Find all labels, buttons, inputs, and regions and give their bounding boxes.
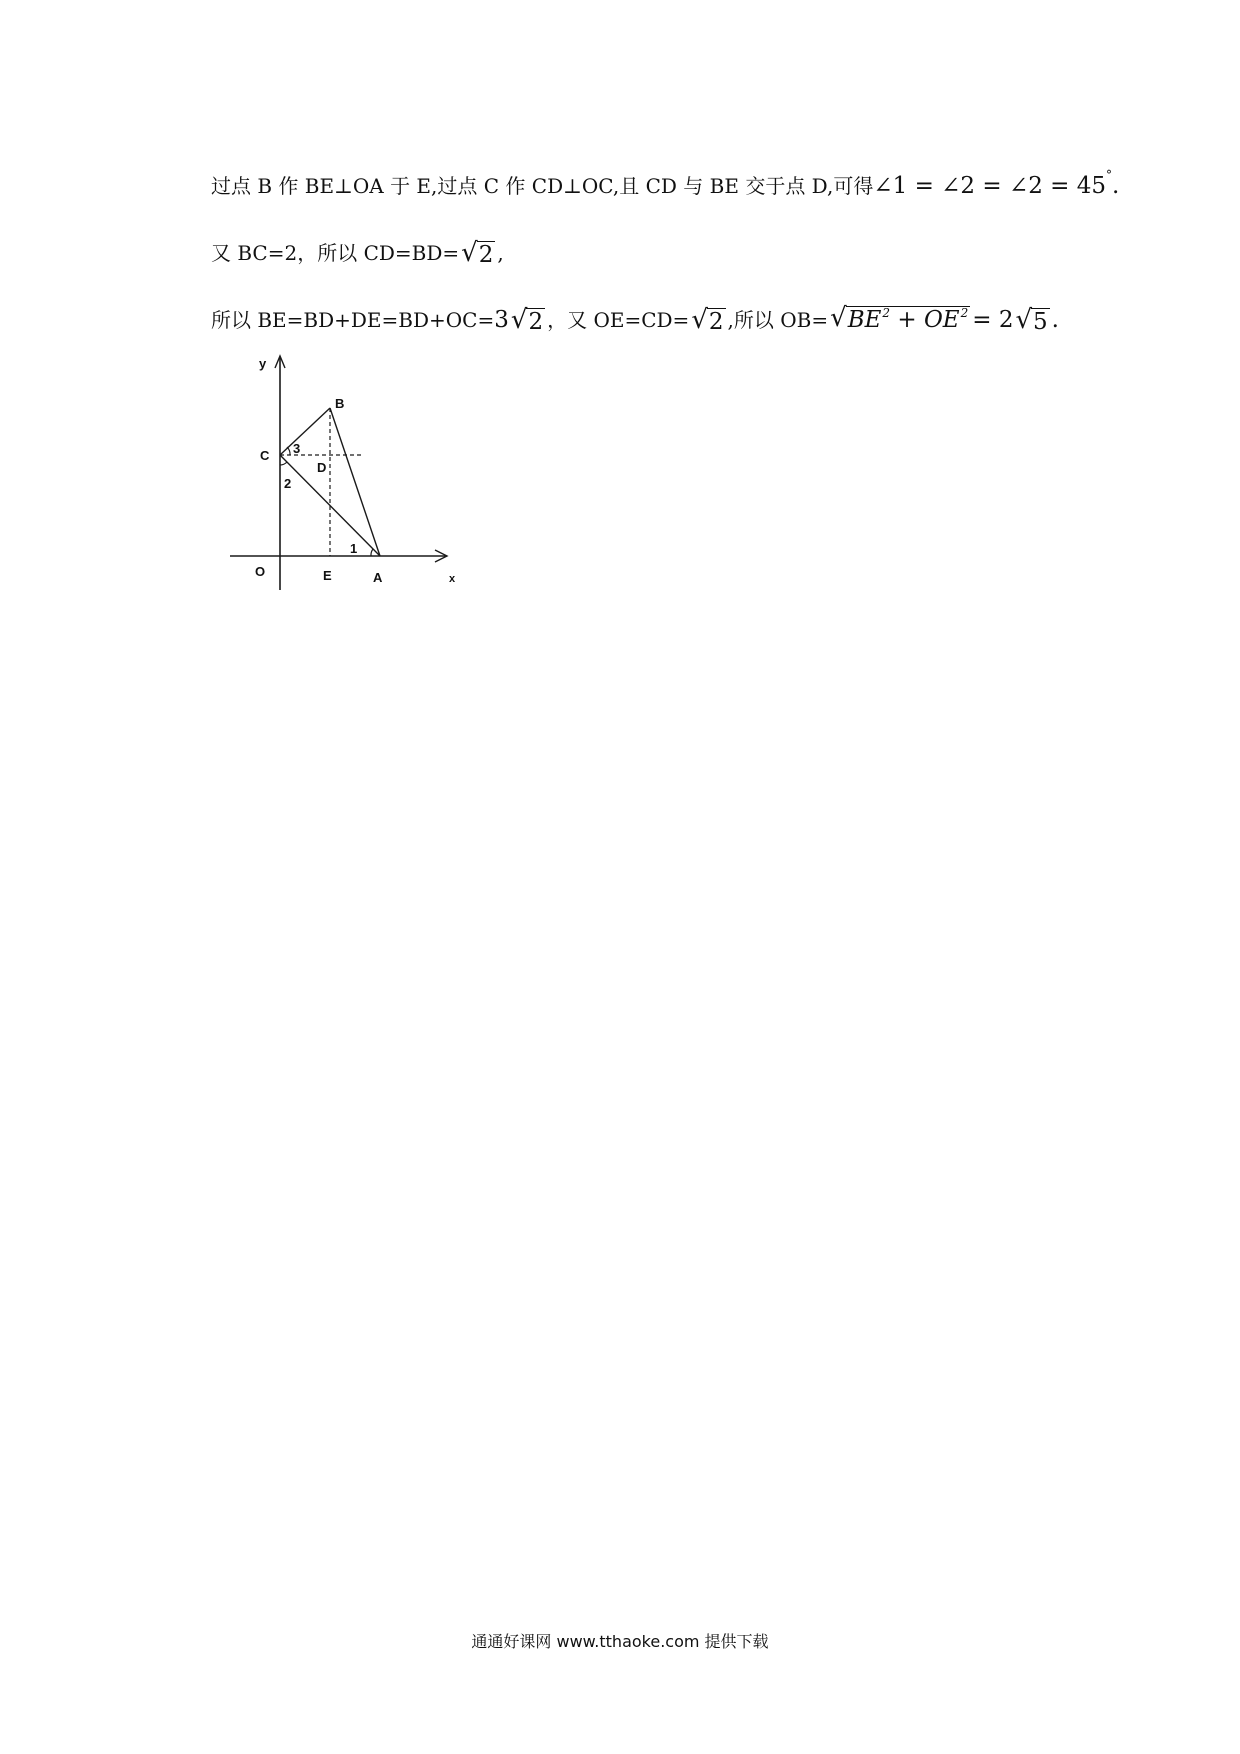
radical-sign: √ [830, 303, 847, 333]
degree-symbol: ° [1106, 168, 1113, 182]
radical-sign: √ [510, 304, 528, 335]
label-y: y [259, 356, 267, 371]
solution-line-1 [211, 170, 1119, 202]
radical-sign: √ [1015, 304, 1033, 335]
line3-text-c: ,所以 OB= [727, 308, 829, 332]
line3-text-b: ，又 OE=CD= [547, 308, 690, 332]
sqrt-2-expression [461, 239, 495, 268]
label-x: x [449, 573, 456, 585]
segment-ba [330, 408, 380, 556]
solution-line-3 [211, 304, 1059, 336]
line3-text-a: 所以 BE=BD+DE=BD+OC= [211, 308, 495, 332]
label-angle-2: 2 [284, 476, 292, 491]
label-e: E [323, 568, 332, 583]
oe-exponent: 2 [960, 306, 969, 320]
sqrt-5-expression [1015, 306, 1049, 335]
label-b: B [335, 396, 345, 411]
angle3-arc [287, 447, 290, 455]
label-a: A [373, 570, 383, 585]
radicand: 5 [1033, 308, 1048, 335]
label-o: O [255, 564, 266, 579]
radicand: 2 [708, 308, 724, 335]
label-d: D [317, 460, 327, 475]
line1-period: . [1112, 173, 1120, 199]
line3-period: . [1051, 307, 1059, 333]
label-c: C [260, 448, 270, 463]
sqrt-be-oe-expression [830, 304, 970, 336]
angle1-arc [371, 549, 373, 556]
angle2-arc [280, 462, 287, 465]
label-angle-3: 3 [293, 441, 301, 456]
be-exponent: 2 [882, 306, 891, 320]
line2-comma: , [497, 241, 504, 265]
equals-2: = 2 [972, 307, 1014, 333]
sqrt-2-expression-a [511, 306, 545, 335]
radical-sign: √ [691, 304, 708, 335]
radical-sign: √ [461, 237, 478, 268]
sqrt-2-expression-b [691, 306, 725, 335]
radicand: 2 [478, 241, 494, 268]
coordinate-diagram [225, 350, 475, 600]
radicand: 2 [528, 308, 544, 335]
oe-term: + OE [897, 307, 960, 333]
radicand [846, 306, 971, 336]
angle-equation: ∠1 = ∠2 = ∠2 = 45 [873, 173, 1107, 199]
line1-text: 过点 B 作 BE⊥OA 于 E,过点 C 作 CD⊥OC,且 CD 与 BE 交于点 D,可得 [211, 174, 874, 198]
segment-ca [280, 455, 380, 556]
be-term: BE [847, 307, 882, 333]
coefficient-3: 3 [494, 307, 509, 333]
solution-line-2 [211, 237, 504, 269]
page-footer: 通通好课网 www.tthaoke.com 提供下载 [471, 1632, 769, 1651]
line2-text: 又 BC=2，所以 CD=BD= [211, 241, 460, 265]
label-angle-1: 1 [350, 541, 358, 556]
geometry-figure [225, 350, 475, 600]
